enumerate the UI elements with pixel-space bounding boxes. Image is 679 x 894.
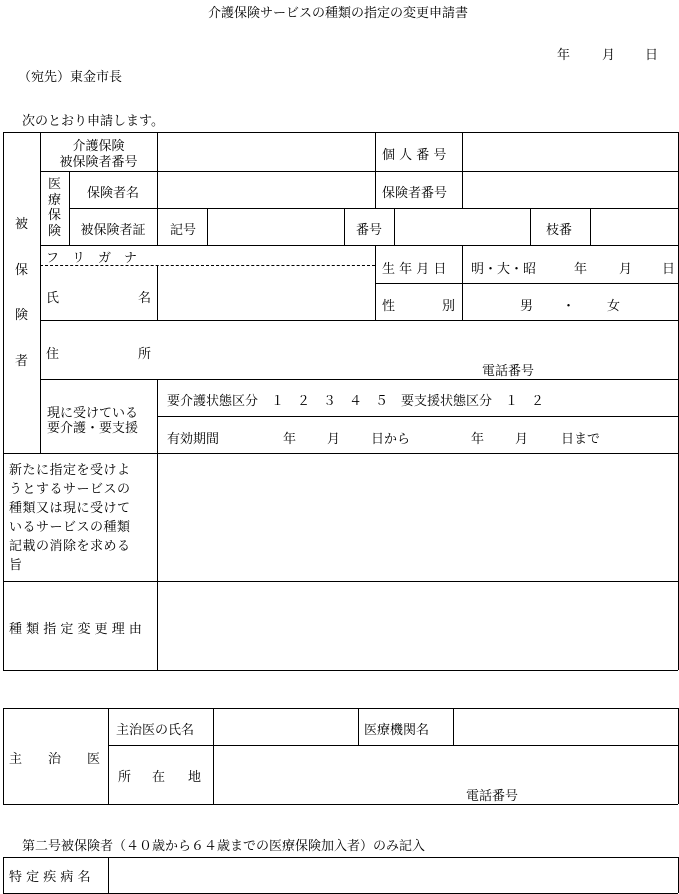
dob-day: 日 bbox=[662, 262, 676, 277]
dob-year: 年 bbox=[574, 262, 588, 277]
request-line-3: 種類又は現に受けて bbox=[9, 501, 131, 516]
sex-male[interactable]: 男 bbox=[520, 299, 534, 314]
dob-month: 月 bbox=[619, 262, 633, 277]
date-month: 月 bbox=[602, 48, 616, 63]
reason-field[interactable] bbox=[158, 582, 677, 669]
request-line-2: うとするサービスの bbox=[9, 482, 131, 497]
medical-char-3: 保 bbox=[47, 208, 61, 224]
document-title: 介護保険サービスの種類の指定の変更申請書 bbox=[207, 6, 468, 21]
card-branch-label: 枝番 bbox=[546, 223, 573, 238]
name-field[interactable] bbox=[158, 266, 374, 319]
request-label bbox=[9, 461, 131, 575]
location-label-b: 在 bbox=[152, 770, 166, 785]
side-char-2: 保 bbox=[14, 262, 28, 278]
card-number-field[interactable] bbox=[395, 209, 529, 244]
request-line-6: 旨 bbox=[9, 558, 23, 573]
sex-female[interactable]: 女 bbox=[607, 299, 621, 314]
furigana-field[interactable] bbox=[158, 246, 374, 264]
insured-number-label-1: 介護保険 bbox=[72, 139, 125, 154]
individual-number-field[interactable] bbox=[463, 133, 677, 170]
insurer-number-field[interactable] bbox=[463, 172, 677, 207]
address-phone-label: 電話番号 bbox=[482, 364, 535, 379]
sex-label-a: 性 bbox=[382, 299, 396, 314]
institution-field[interactable] bbox=[454, 709, 677, 744]
care-level-options[interactable]: 要介護状態区分 １ ２ ３ ４ ５ 要支援状態区分 １ ２ bbox=[167, 394, 545, 409]
valid-period-label: 有効期間 bbox=[167, 432, 220, 447]
request-line-1: 新たに指定を受けよ bbox=[9, 463, 131, 478]
location-label-a: 所 bbox=[118, 770, 132, 785]
insurance-card-label: 被保険者証 bbox=[80, 223, 146, 238]
valid-to-month: 月 bbox=[515, 432, 529, 447]
medical-insurance-label bbox=[40, 178, 69, 238]
medical-char-4: 険 bbox=[47, 223, 61, 239]
furigana-label: フ リ ガ ナ bbox=[46, 251, 138, 266]
institution-label: 医療機関名 bbox=[364, 723, 430, 738]
valid-from-day: 日から bbox=[371, 432, 411, 447]
medical-char-1: 医 bbox=[47, 177, 61, 192]
intro-text: 次のとおり申請します。 bbox=[22, 114, 164, 129]
disease-field[interactable] bbox=[109, 858, 677, 892]
location-field[interactable] bbox=[214, 746, 677, 784]
insured-number-field[interactable] bbox=[158, 133, 374, 170]
insurer-number-label: 保険者番号 bbox=[382, 186, 448, 201]
insurer-name-field[interactable] bbox=[158, 172, 374, 207]
name-label-a: 氏 bbox=[46, 291, 60, 306]
medical-char-2: 療 bbox=[47, 192, 61, 208]
name-label-b: 名 bbox=[138, 291, 152, 306]
sex-label-b: 別 bbox=[442, 299, 456, 314]
date-day: 日 bbox=[645, 48, 659, 63]
request-line-5: 記載の消除を求める bbox=[9, 539, 131, 554]
side-char-1: 被 bbox=[14, 217, 28, 232]
sex-separator: ・ bbox=[562, 299, 576, 314]
side-char-3: 険 bbox=[14, 308, 28, 324]
care-status-label-2: 要介護・要支援 bbox=[47, 421, 139, 436]
doctor-label: 主 治 医 bbox=[9, 752, 101, 767]
card-symbol-label: 記号 bbox=[170, 223, 197, 238]
disease-label: 特 定 疾 病 名 bbox=[9, 870, 91, 885]
card-symbol-field[interactable] bbox=[208, 209, 343, 244]
care-status-label-1: 現に受けている bbox=[47, 406, 139, 421]
valid-to-year: 年 bbox=[471, 432, 485, 447]
insured-number-label-2: 被保険者番号 bbox=[59, 155, 138, 170]
dob-era: 明・大・昭 bbox=[471, 262, 537, 277]
valid-from-month: 月 bbox=[327, 432, 341, 447]
doctor-phone-label: 電話番号 bbox=[466, 789, 519, 804]
doctor-name-field[interactable] bbox=[214, 709, 357, 744]
doctor-name-label: 主治医の氏名 bbox=[116, 723, 195, 738]
side-char-4: 者 bbox=[14, 353, 28, 369]
valid-from-year: 年 bbox=[283, 432, 297, 447]
individual-number-label: 個 人 番 号 bbox=[382, 148, 447, 163]
address-label-b: 所 bbox=[138, 347, 152, 362]
card-number-label: 番号 bbox=[356, 223, 383, 238]
insured-side-label bbox=[3, 218, 40, 368]
addressee: （宛先）東金市長 bbox=[18, 70, 123, 85]
dob-label: 生 年 月 日 bbox=[382, 262, 447, 277]
request-field[interactable] bbox=[158, 454, 677, 580]
insurer-name-label: 保険者名 bbox=[86, 186, 139, 201]
date-year: 年 bbox=[557, 48, 571, 63]
address-field[interactable] bbox=[158, 321, 677, 359]
location-label-c: 地 bbox=[188, 770, 202, 785]
valid-to-day: 日まで bbox=[561, 432, 601, 447]
address-label-a: 住 bbox=[46, 347, 60, 362]
reason-label: 種 類 指 定 変 更 理 由 bbox=[9, 622, 142, 637]
second-insured-note: 第二号被保険者（４０歳から６４歳までの医療保険加入者）のみ記入 bbox=[22, 839, 426, 854]
request-line-4: いるサービスの種類 bbox=[9, 520, 131, 535]
card-branch-field[interactable] bbox=[591, 209, 677, 244]
